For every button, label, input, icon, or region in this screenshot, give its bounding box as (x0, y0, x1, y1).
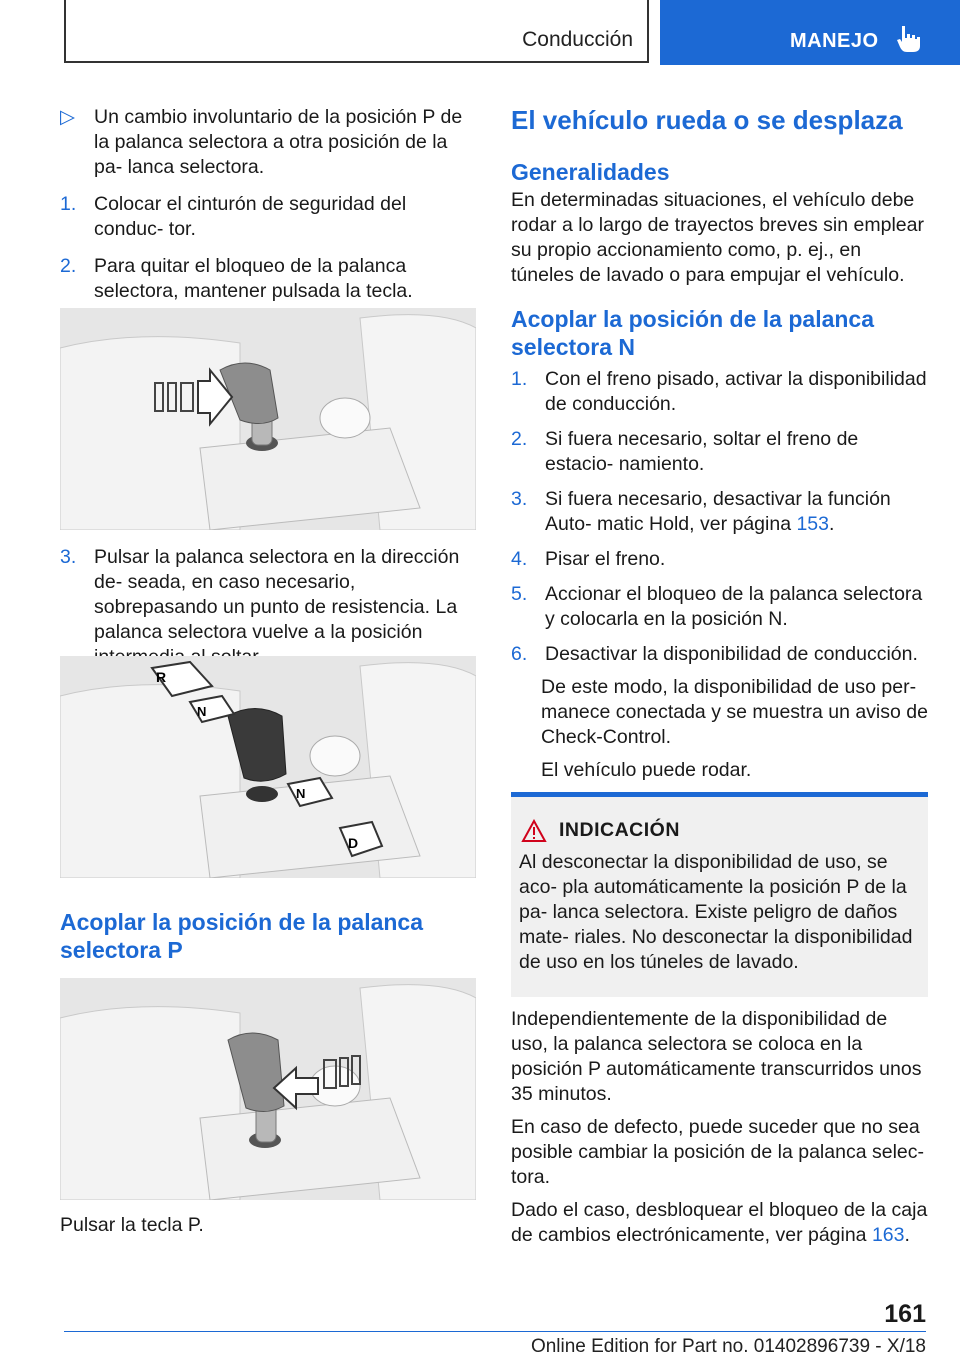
page-link-163[interactable]: 163 (871, 1224, 905, 1246)
step-text: Colocar el cinturón de seguridad del conduc‐ tor. (94, 193, 407, 240)
footer-divider (64, 1331, 926, 1332)
header-chapter-title: MANEJO (790, 30, 879, 52)
subheading-select-n: Acoplar la posición de la palanca selectora N (511, 306, 875, 360)
left-column-top (60, 105, 480, 304)
selector-directions-drawing (60, 656, 476, 878)
subheading-general: Generalidades (511, 159, 670, 185)
bullet-triangle-icon: ▷ (60, 106, 75, 128)
step-number: 6. (511, 643, 528, 665)
section-title-vehicle-rolling: El vehículo rueda o se desplaza (511, 105, 903, 135)
step-number: 1. (60, 193, 77, 215)
note-box (511, 792, 928, 997)
step-text: Con el freno pisado, activar la disponibilidad de conducción. (545, 368, 927, 415)
step-number: 4. (511, 548, 528, 570)
step6-result: El vehículo puede rodar. (541, 759, 752, 781)
unlock-paragraph (511, 1198, 929, 1248)
note-text: Al desconectar la disponibilidad de uso, se aco‐ pla automáticamente la posición P de la pa‐ lanca selectora. Existe peligro de daños mate‐ riales. No desconectar la disponibilidad de uso en los túneles de lavado. (519, 851, 913, 973)
list-item (511, 642, 929, 667)
header-chapter-tab[interactable] (660, 0, 960, 65)
bullet-text: Un cambio involuntario de la posición P de la palanca selectora a otra posición de la pa‐ lanca selectora. (94, 106, 463, 178)
right-column (511, 104, 929, 783)
list-item (511, 582, 929, 632)
left-column-middle (60, 545, 480, 670)
direction-label-n-upper: N (197, 704, 207, 719)
section-heading-select-p: Acoplar la posición de la palanca selectora P (60, 909, 424, 963)
intro-paragraph: En determinadas situaciones, el vehículo debe rodar a lo largo de trayectos breves sin emplear su propio accionamiento como, p. ej., en túneles de lavado o para empujar el vehículo. (511, 189, 924, 286)
page-link-153[interactable]: 153 (796, 513, 829, 535)
note-title: INDICACIÓN (559, 819, 680, 841)
step-number: 5. (511, 583, 528, 605)
step-number: 1. (511, 368, 528, 390)
illustration-selector-lever-directions (60, 656, 476, 878)
caption-p-button: Pulsar la tecla P. (60, 1214, 204, 1236)
defect-paragraph: En caso de defecto, puede suceder que no sea posible cambiar la posición de la palanca selec‐ tora. (511, 1116, 924, 1188)
left-caption (60, 1213, 480, 1238)
illustration-selector-lever-p-button (60, 978, 476, 1200)
step-text: Para quitar el bloqueo de la palanca selectora, mantener pulsada la tecla. (94, 255, 413, 302)
step-text: Si fuera necesario, desactivar la función Auto‐ matic Hold, ver página (545, 488, 891, 535)
list-item (60, 545, 480, 670)
step6-detail: De este modo, la disponibilidad de uso per‐ manece conectada y se muestra un aviso de Check-Control. (541, 676, 928, 748)
list-item (511, 367, 929, 417)
list-item (511, 547, 929, 572)
step-number: 3. (60, 546, 77, 568)
list-item (511, 427, 929, 477)
step-number: 2. (511, 428, 528, 450)
step-text: Pisar el freno. (545, 548, 666, 570)
step-number: 2. (60, 255, 77, 277)
list-item (60, 192, 480, 242)
unlock-text-end: . (904, 1224, 910, 1246)
step-text: Accionar el bloqueo de la palanca selectora y colocarla en la posición N. (545, 583, 923, 630)
direction-label-n-lower: N (296, 786, 306, 801)
auto-p-paragraph: Independientemente de la disponibilidad de uso, la palanca selectora se coloca en la posición P automáticamente transcurridos unos 35 minutos. (511, 1008, 922, 1105)
warning-triangle-icon (521, 819, 547, 843)
selector-lever-drawing (60, 308, 476, 530)
footer-edition: Online Edition for Part no. 01402896739 - X/18 (530, 1336, 926, 1357)
step-text: Si fuera necesario, soltar el freno de estacio‐ namiento. (545, 428, 859, 475)
step-text: Desactivar la disponibilidad de conducción. (545, 643, 918, 665)
list-item (60, 254, 480, 304)
steering-hand-icon (896, 24, 922, 54)
step-text-end: . (829, 513, 835, 535)
illustration-selector-lever-unlock (60, 308, 476, 530)
direction-label-d: D (348, 835, 359, 851)
p-button-drawing (60, 978, 476, 1200)
list-item (511, 487, 929, 537)
step-number: 3. (511, 488, 528, 510)
header-section-box (64, 0, 649, 63)
step-text: Pulsar la palanca selectora en la dirección de‐ seada, en caso necesario, sobrepasando un punto de resistencia. La palanca selectora vuelve a la posición (94, 546, 460, 643)
direction-label-r: R (156, 669, 167, 685)
right-column-bottom (511, 1007, 929, 1248)
unlock-text: Dado el caso, desbloquear el bloqueo de la caja de cambios electrónicamente, ver página (511, 1199, 928, 1246)
left-section-p (60, 908, 480, 964)
page-number: 161 (884, 1300, 926, 1328)
header-section-title: Conducción (522, 28, 633, 51)
bullet-item (60, 105, 480, 180)
